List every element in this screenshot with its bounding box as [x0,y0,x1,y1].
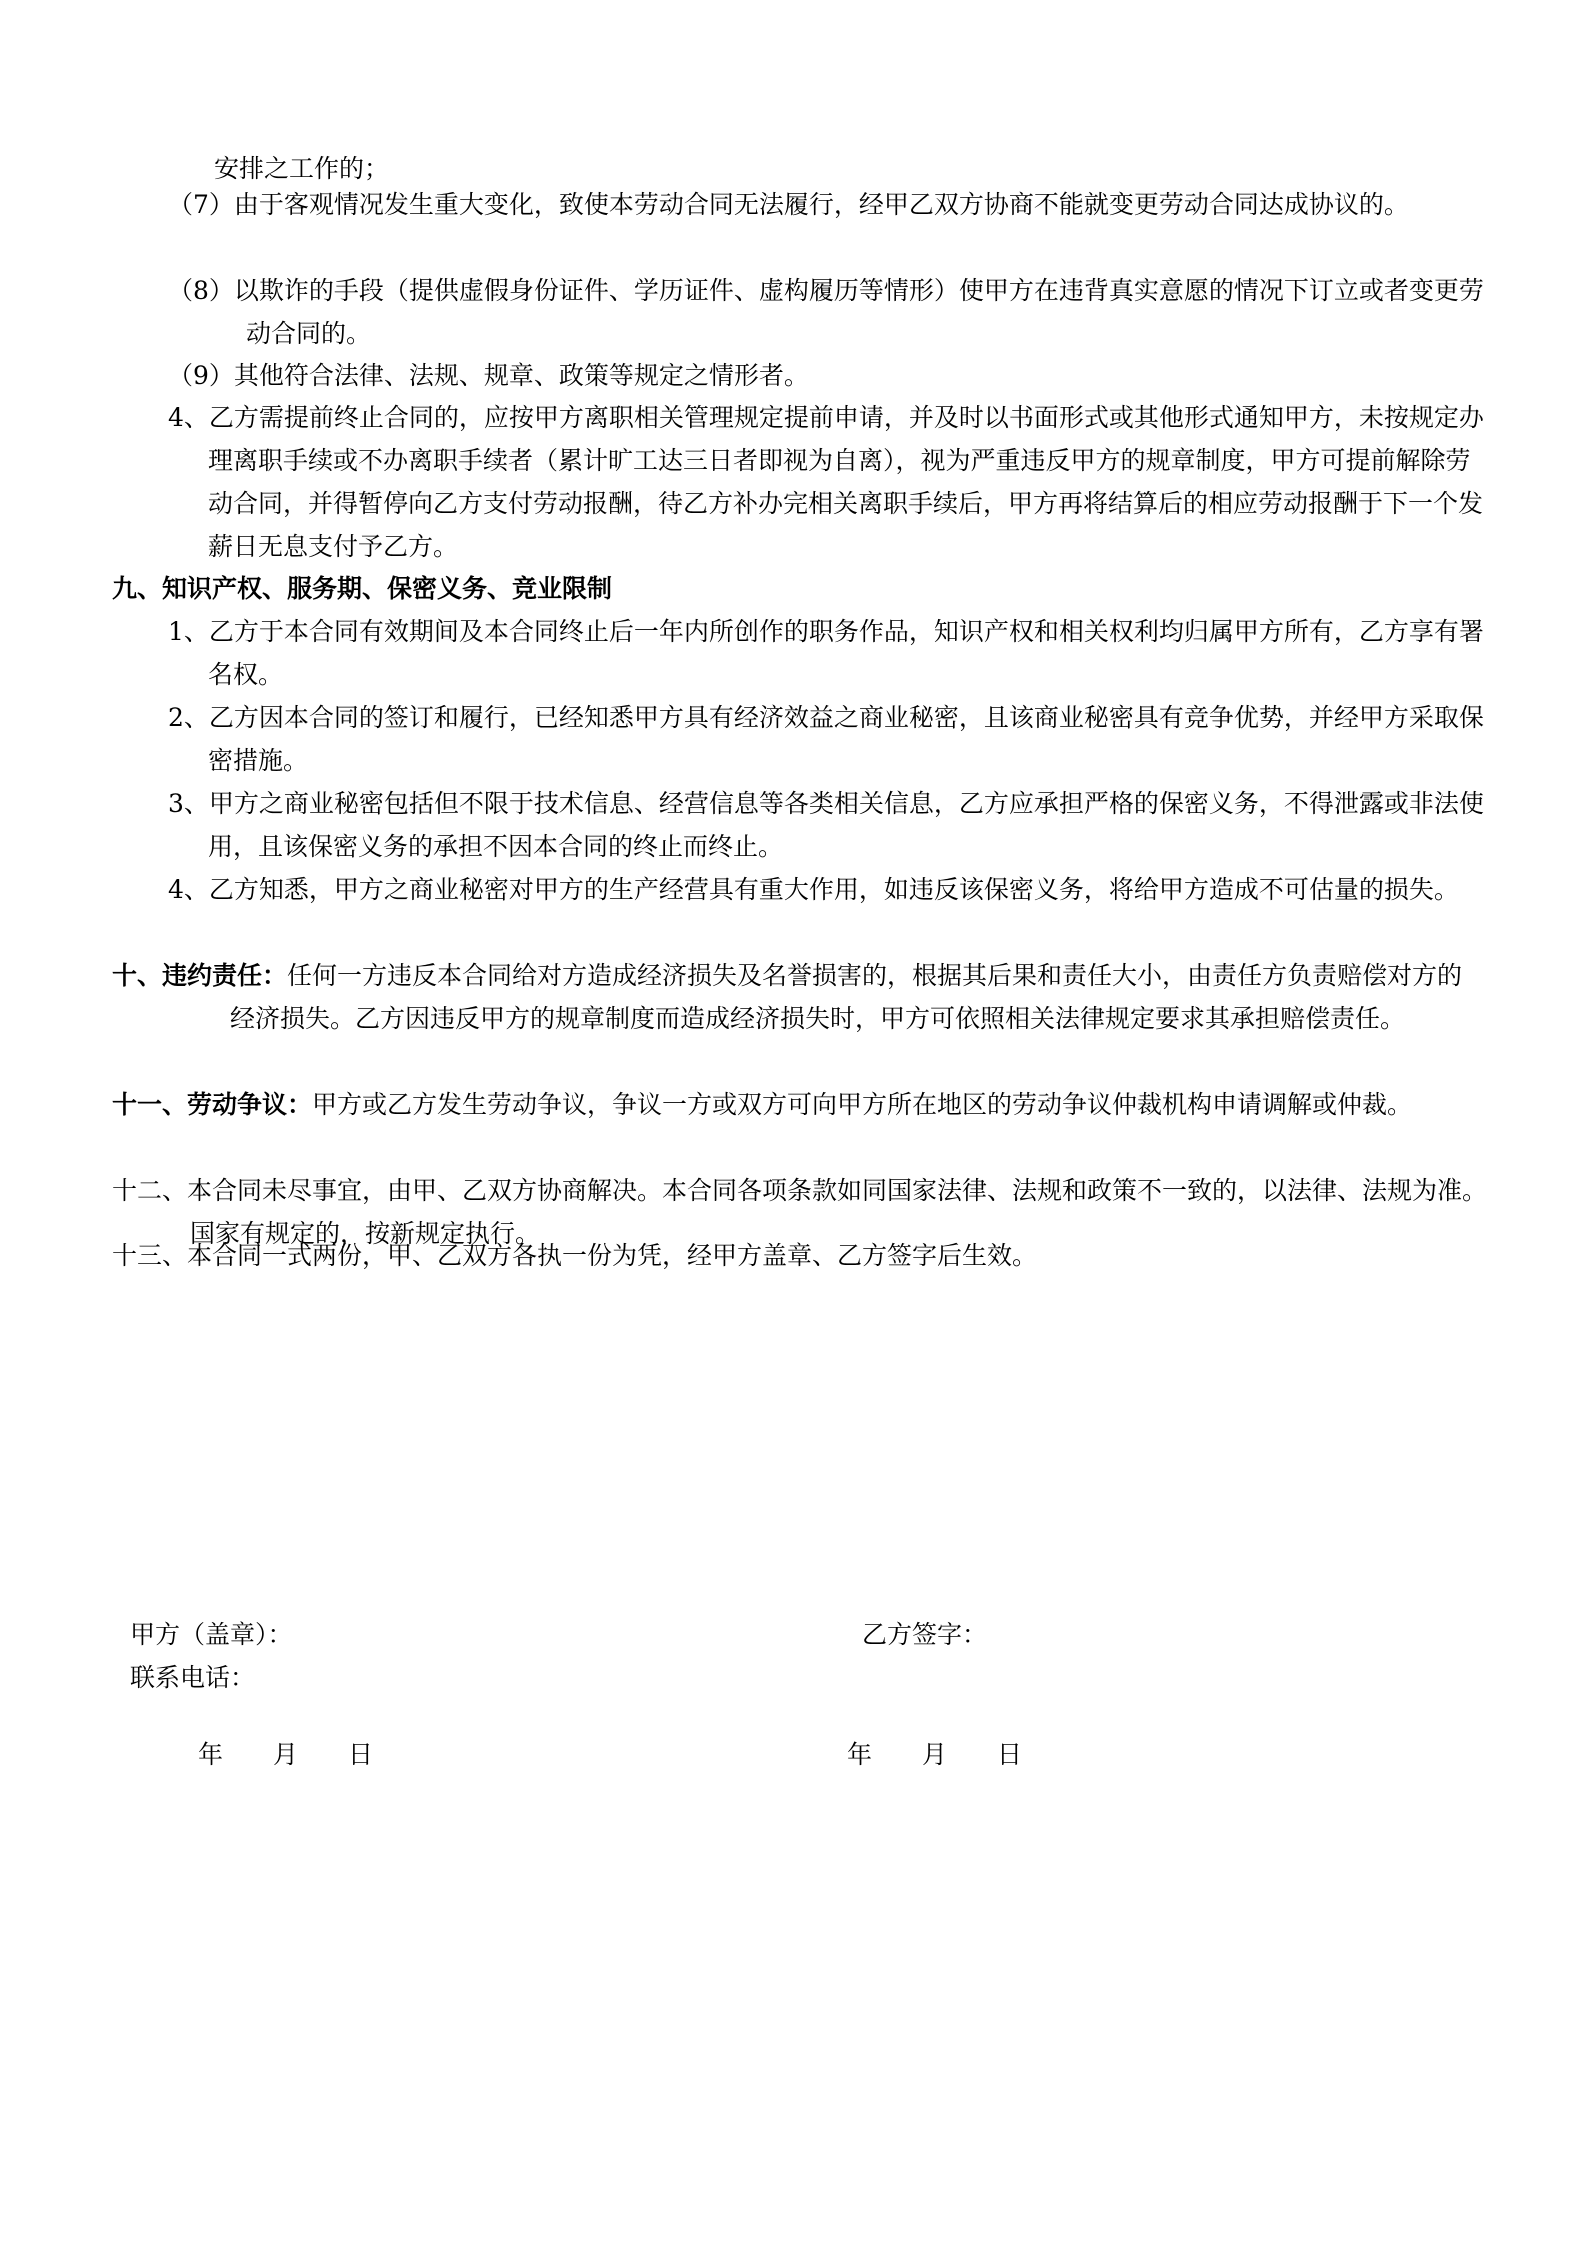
contact-phone-label: 联系电话： [130,1663,256,1692]
clause-7 [168,183,1487,226]
clause-text: 以欺诈的手段（提供虚假身份证件、学历证件、虚构履历等情形）使甲方在违背真实意愿的情况下订立或者变更劳动合同的。 [233,276,1484,348]
section-12: 十二、本合同未尽事宜，由甲、乙双方协商解决。本合同各项条款如同国家法律、法规和政策不一致的，以法律、法规为准。国家有规定的，按新规定执行。 [112,1176,1488,1248]
section-9-item-1: 1、乙方于本合同有效期间及本合同终止后一年内所创作的职务作品，知识产权和相关权利均归属甲方所有，乙方享有署名权。 [168,617,1484,689]
clause-text: 由于客观情况发生重大变化，致使本劳动合同无法履行，经甲乙双方协商不能就变更劳动合同达成协议的。 [233,190,1409,219]
clause-4-resignation: 4、乙方需提前终止合同的，应按甲方离职相关管理规定提前申请，并及时以书面形式或其他形式通知甲方，未按规定办理离职手续或不办离职手续者（累计旷工达三日者即视为自离），视为严重违反甲方的规章制度，甲方可提前解除劳动合同，并得暂停向乙方支付劳动报酬，待乙方补办完相关离职手续后，甲方再将结算后的相应劳动报酬于下一个发薪日无息支付予乙方。 [168,403,1484,561]
party-a-seal-label: 甲方（盖章）： [130,1620,293,1649]
party-b-signature-label: 乙方签字： [862,1620,988,1649]
section-10-heading: 十、违约责任： [112,961,288,990]
party-a-date: 年 月 日 [198,1740,374,1769]
section-11 [112,1083,1487,1126]
clause-9 [168,354,1487,397]
continuation-line: 安排之工作的； [214,154,390,183]
section-10 [112,954,1487,1040]
section-13: 十三、本合同一式两份，甲、乙双方各执一份为凭，经甲方盖章、乙方签字后生效。 [112,1241,1038,1270]
section-11-text: 甲方或乙方发生劳动争议，争议一方或双方可向甲方所在地区的劳动争议仲裁机构申请调解或仲裁。 [312,1090,1413,1119]
clause-number: （9） [168,361,234,390]
clause-number: （8） [168,276,234,305]
section-9-item-4: 4、乙方知悉，甲方之商业秘密对甲方的生产经营具有重大作用，如违反该保密义务，将给甲方造成不可估量的损失。 [168,875,1459,904]
section-9-item-2: 2、乙方因本合同的签订和履行，已经知悉甲方具有经济效益之商业秘密，且该商业秘密具有竞争优势，并经甲方采取保密措施。 [168,703,1484,775]
clause-text: 其他符合法律、法规、规章、政策等规定之情形者。 [233,361,809,390]
section-9-heading: 九、知识产权、服务期、保密义务、竞业限制 [112,574,613,603]
section-9-item-3: 3、甲方之商业秘密包括但不限于技术信息、经营信息等各类相关信息，乙方应承担严格的保密义务，不得泄露或非法使用，且该保密义务的承担不因本合同的终止而终止。 [168,789,1484,861]
clause-number: （7） [168,190,234,219]
section-10-text: 任何一方违反本合同给对方造成经济损失及名誉损害的，根据其后果和责任大小，由责任方负责赔偿对方的经济损失。乙方因违反甲方的规章制度而造成经济损失时，甲方可依照相关法律规定要求其承担赔偿责任。 [230,961,1463,1033]
clause-8 [168,269,1487,355]
party-b-date: 年 月 日 [847,1740,1023,1769]
section-11-heading: 十一、劳动争议： [112,1090,313,1119]
